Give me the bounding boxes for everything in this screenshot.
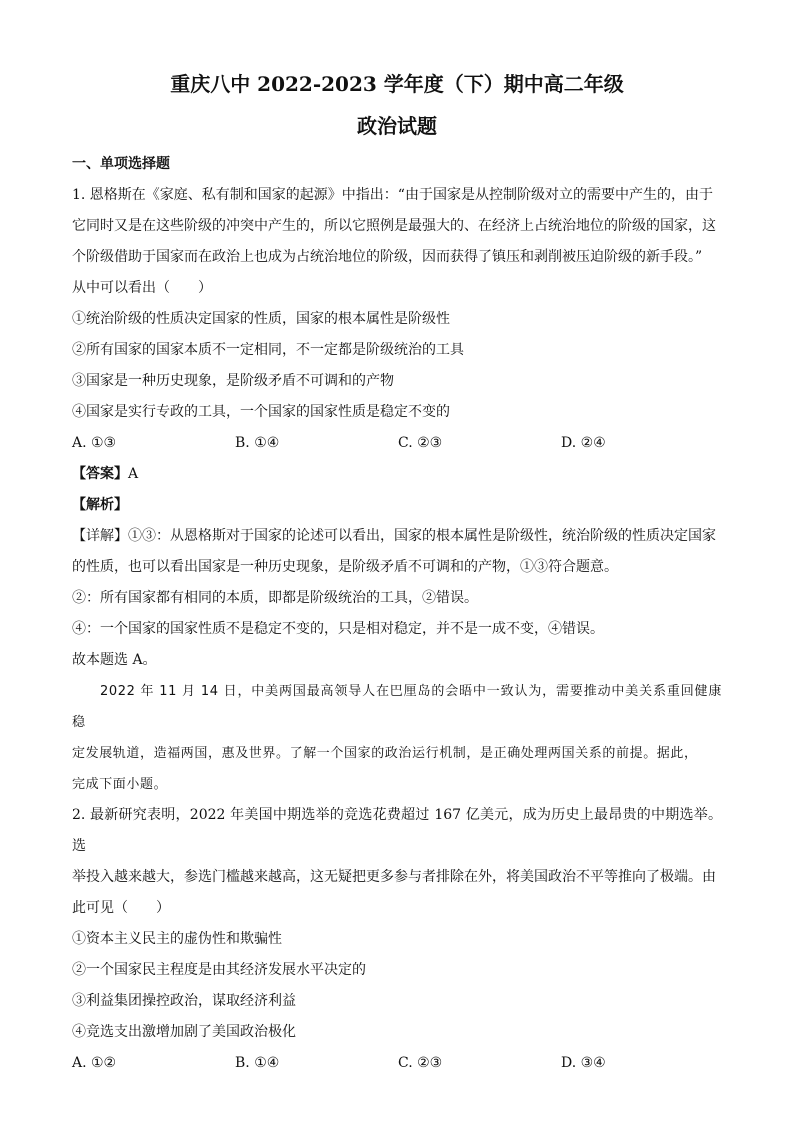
statement-4: ④国家是实行专政的工具，一个国家的国家性质是稳定不变的	[72, 404, 450, 420]
question-2	[72, 800, 722, 1079]
analysis-label: 【解析】	[72, 497, 128, 513]
answer-label: 【答案】	[72, 466, 128, 482]
material-line: 完成下面小题。	[72, 777, 168, 792]
analysis-line	[72, 490, 722, 521]
statement-2: ②所有国家的国家本质不一定相同，不一定都是阶级统治的工具	[72, 342, 464, 358]
answer-value: A	[128, 466, 139, 482]
answer-options	[72, 1048, 722, 1079]
detail-line: 的性质，也可以看出国家是一种历史现象，是阶级矛盾不可调和的产物，①③符合题意。	[72, 559, 618, 575]
material-line: 定发展轨道，造福两国，惠及世界。了解一个国家的政治运行机制，是正确处理两国关系的前提。据此，	[72, 746, 698, 761]
page-subtitle: 政治试题	[357, 114, 437, 138]
question-stem-line: 个阶级借助于国家而在政治上也成为占统治地位的阶级，因而获得了镇压和剥削被压迫阶级的新手段。”	[72, 249, 703, 265]
statement-1: ①统治阶级的性质决定国家的性质，国家的根本属性是阶级性	[72, 311, 450, 327]
detail-line: 故本题选 A。	[72, 652, 157, 668]
question-1	[72, 180, 722, 676]
statement-3: ③国家是一种历史现象，是阶级矛盾不可调和的产物	[72, 373, 394, 389]
section-heading: 一、单项选择题	[72, 156, 170, 172]
answer-line	[72, 459, 722, 490]
option-c: C. ②③	[398, 435, 443, 451]
option-c: C. ②③	[398, 1055, 443, 1071]
question-stem-line: 此可见（ ）	[72, 900, 170, 916]
option-d: D. ②④	[561, 435, 606, 451]
material-line: 2022 年 11 月 14 日，中美两国最高领导人在巴厘岛的会晤中一致认为，需要推动中美关系重回健康稳	[72, 684, 722, 730]
detail-line: ②：所有国家都有相同的本质，即都是阶级统治的工具，②错误。	[72, 590, 478, 606]
question-stem-line: 2. 最新研究表明，2022 年美国中期选举的竞选花费超过 167 亿美元，成为历史上最昂贵的中期选举。选	[72, 807, 722, 854]
question-stem-line: 从中可以看出（ ）	[72, 280, 212, 296]
option-b: B. ①④	[235, 435, 280, 451]
statement-2: ②一个国家民主程度是由其经济发展水平决定的	[72, 962, 366, 978]
question-stem-line: 1. 恩格斯在《家庭、私有制和国家的起源》中指出：“由于国家是从控制阶级对立的需要中产生的，由于	[72, 187, 713, 203]
option-a: A. ①③	[72, 435, 117, 451]
question-stem-line: 举投入越来越大，参选门槛越来越高，这无疑把更多参与者排除在外，将美国政治不平等推向了极端。由	[72, 869, 716, 885]
statement-3: ③利益集团操控政治，谋取经济利益	[72, 993, 296, 1009]
material-passage	[72, 676, 722, 800]
option-d: D. ③④	[561, 1055, 606, 1071]
option-b: B. ①④	[235, 1055, 280, 1071]
answer-options	[72, 428, 722, 459]
statement-1: ①资本主义民主的虚伪性和欺骗性	[72, 931, 282, 947]
statement-4: ④竞选支出激增加剧了美国政治极化	[72, 1024, 296, 1040]
detail-line: ④：一个国家的国家性质不是稳定不变的，只是相对稳定，并不是一成不变，④错误。	[72, 621, 604, 637]
option-a: A. ①②	[72, 1055, 117, 1071]
detail-line: 【详解】①③：从恩格斯对于国家的论述可以看出，国家的根本属性是阶级性，统治阶级的性质决定国家	[72, 528, 716, 544]
page-title: 重庆八中 2022-2023 学年度（下）期中高二年级	[170, 72, 624, 96]
question-stem-line: 它同时又是在这些阶级的冲突中产生的，所以它照例是最强大的、在经济上占统治地位的阶级的国家，这	[72, 218, 716, 234]
